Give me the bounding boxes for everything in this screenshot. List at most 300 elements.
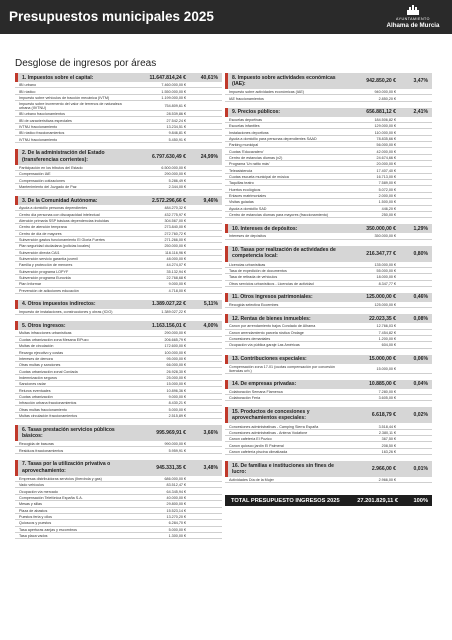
- section-header: [15, 321, 222, 330]
- income-label: Mesas y sillas: [19, 502, 42, 507]
- income-value: 7.280,00 €: [378, 389, 396, 394]
- income-label: Impuesto sobre actividades económicas (IAE): [229, 90, 305, 95]
- section-percentage: 9,46%: [203, 197, 218, 204]
- income-value: 8.430,21 €: [168, 401, 186, 406]
- income-label: Otros servicios urbanísticos - Licencias de actividad: [229, 281, 314, 286]
- income-row: [15, 447, 222, 453]
- income-label: Canon cafetería El Pozico: [229, 437, 272, 442]
- income-value: 12.766,03 €: [376, 324, 396, 329]
- income-value: 129.000,00 €: [374, 124, 396, 129]
- income-row: [225, 449, 432, 455]
- budget-section: [225, 73, 432, 102]
- grand-total-label: TOTAL PRESUPUESTO INGRESOS 2025: [231, 497, 340, 504]
- logo-line1: AYUNTAMIENTO: [396, 17, 430, 21]
- income-label: Canon quiosco jardín El Palmeral: [229, 443, 284, 448]
- income-label: Indemnización seguros: [19, 375, 57, 380]
- income-label: Subvención directa CAI1: [19, 250, 60, 255]
- income-label: Tasa aperturas zanjas y escombros: [19, 527, 78, 532]
- income-label: Infracción urbana fraccionamientos: [19, 401, 77, 406]
- income-value: 990.000,00 €: [164, 442, 186, 447]
- income-label: Programa 'Un ratito más': [229, 162, 270, 167]
- income-label: IBI rústico: [19, 89, 36, 94]
- section-percentage: 5,11%: [203, 301, 218, 308]
- income-row: [225, 395, 432, 401]
- budget-section: [225, 380, 432, 402]
- income-label: Concesiones administrativas - Antena Vodafone: [229, 430, 308, 435]
- income-label: Quioscos y puestos: [19, 521, 52, 526]
- income-value: 9.846,81 €: [168, 131, 186, 136]
- income-value: 250.000,00 €: [164, 244, 186, 249]
- section-percentage: 0,80%: [413, 250, 428, 257]
- income-value: 1.389.027,22 €: [161, 310, 186, 315]
- section-total: 1.163.156,01 €: [152, 322, 186, 329]
- income-value: 17.407,40 €: [376, 168, 396, 173]
- grand-total-bar: [225, 495, 432, 506]
- section-header: [15, 196, 222, 205]
- income-value: 250,00 €: [381, 213, 396, 218]
- budget-section: [225, 461, 432, 483]
- income-value: 940.000,00 €: [374, 90, 396, 95]
- section-percentage: 24,99%: [200, 153, 218, 160]
- section-header: [225, 461, 432, 477]
- income-value: 290.000,00 €: [164, 172, 186, 177]
- budget-section: [15, 149, 222, 190]
- income-label: Cuotas escuela municipal de música: [229, 174, 289, 179]
- income-label: Impuesto sobre vehículos de tracción mecánica (IVTM): [19, 95, 110, 100]
- section-percentage: 0,46%: [413, 294, 428, 301]
- coat-of-arms-icon: [406, 4, 420, 16]
- income-value: 7.460.000,00 €: [161, 83, 186, 88]
- income-value: 10.896,36 €: [166, 388, 186, 393]
- income-value: 6.500.000,00 €: [161, 165, 186, 170]
- income-label: Enlaces matrimoniales: [229, 194, 267, 198]
- income-label: Multas infracciones urbanísticas: [19, 331, 72, 336]
- income-label: Multas de circulación: [19, 344, 54, 349]
- income-label: Cuotas urbanización: [19, 394, 53, 399]
- income-value: 304.567,00 €: [164, 219, 186, 223]
- section-header: [15, 460, 222, 476]
- income-label: Centro día personas con discapacidad intelectual: [19, 212, 100, 217]
- income-label: Centro de atención temprana: [19, 225, 67, 230]
- section-header: [225, 246, 432, 262]
- section-percentage: 2,41%: [413, 109, 428, 116]
- section-title: 16. De familias e instituciones sin fines de lucro:: [232, 462, 334, 475]
- income-row: [15, 288, 222, 294]
- income-row: [225, 281, 432, 287]
- income-value: 95.000,00 €: [166, 356, 186, 361]
- income-value: 208,50 €: [381, 443, 396, 448]
- income-value: 273.840,00 €: [164, 225, 186, 230]
- section-title: 10. Tasas por realización de actividades de competencia local:: [232, 247, 336, 260]
- income-value: 55.000,00 €: [376, 269, 396, 274]
- section-header: [225, 73, 432, 89]
- section-title: 5. Otros ingresos:: [22, 322, 66, 329]
- income-label: Reiuros eventuales: [19, 388, 51, 393]
- income-value: 125.000,00 €: [374, 303, 396, 308]
- section-header: [15, 149, 222, 165]
- section-total: 656.881,12 €: [366, 109, 396, 116]
- logo-line2: Alhama de Murcia: [386, 22, 440, 29]
- income-label: Prevención de adicciones educación: [19, 288, 79, 293]
- section-total: 125.000,00 €: [366, 294, 396, 301]
- section-total: 942.850,20 €: [366, 78, 396, 84]
- income-value: 172.600,00 €: [164, 344, 186, 349]
- income-value: 1.200,00 €: [378, 337, 396, 342]
- income-label: Compensación cotizaciones: [19, 178, 65, 183]
- income-label: Tasa de retirada de vehículos: [229, 275, 278, 280]
- income-label: Compensación zona 17-01 (cuotas compensación por concesión licencias urb.): [229, 364, 335, 373]
- income-label: Otras multas y sanciones: [19, 363, 61, 368]
- income-value: 3.518,44 €: [378, 424, 396, 429]
- section-title: 8. Impuesto sobre actividades económicas (IAE):: [232, 74, 336, 87]
- income-value: 110.000,00 €: [374, 130, 396, 135]
- section-header: [225, 380, 432, 389]
- income-value: 7.589,00 €: [378, 181, 396, 186]
- income-label: Tasa placa vados: [19, 534, 48, 539]
- section-title: 9. Precios públicos:: [232, 109, 281, 116]
- page-header: [0, 0, 452, 34]
- left-column: [15, 73, 222, 545]
- section-percentage: 3,66%: [203, 430, 218, 437]
- income-value: 5.072,00 €: [378, 187, 396, 192]
- income-value: 5.959,91 €: [168, 448, 186, 453]
- income-label: Familia y protección de menores: [19, 263, 73, 268]
- income-value: 15.523,14 €: [166, 508, 186, 513]
- income-label: Subvención servicio garantía juvenil: [19, 257, 78, 262]
- budget-section: [15, 425, 222, 454]
- income-label: Taquillas teatro: [229, 181, 254, 186]
- right-column: [225, 73, 432, 506]
- income-label: Colaboración Semana Flamenca: [229, 389, 283, 394]
- income-label: Canon por arrendamiento bajos Condado de Alhama: [229, 324, 316, 329]
- income-row: [15, 533, 222, 539]
- income-label: Canon arrendamiento parcela rústica Ondage: [229, 330, 304, 335]
- budget-section: [15, 196, 222, 294]
- section-header: [15, 73, 222, 82]
- income-label: Residuos fraccionamientos: [19, 448, 64, 453]
- income-value: 3.605,00 €: [378, 396, 396, 401]
- income-row: [225, 233, 432, 239]
- income-value: 686.000,00 €: [164, 476, 186, 481]
- income-value: 16.713,00 €: [376, 174, 396, 179]
- section-total: 350.000,00 €: [366, 225, 396, 232]
- income-row: [225, 212, 432, 218]
- section-title: 14. De empresas privadas:: [232, 381, 297, 388]
- budget-section: [225, 293, 432, 308]
- income-row: [225, 477, 432, 483]
- income-row: [15, 413, 222, 419]
- income-label: Actividades Día de la Mujer: [229, 478, 274, 483]
- income-value: 8.347,77 €: [378, 281, 396, 286]
- budget-section: [15, 73, 222, 143]
- income-label: Vado vehículos: [19, 483, 44, 488]
- income-row: [15, 136, 222, 142]
- income-label: Escuelas infantiles: [229, 124, 260, 129]
- income-value: 44.274,07 €: [166, 263, 186, 268]
- section-title: 4. Otros impuestos indirectos:: [22, 301, 96, 308]
- section-total: 6.797.630,49 €: [152, 153, 186, 160]
- income-value: 25.000,00 €: [166, 375, 186, 380]
- budget-section: [15, 321, 222, 419]
- income-label: Escuelas deportivas: [229, 117, 263, 122]
- income-value: 446,20 €: [381, 206, 396, 211]
- income-label: Otras multas fraccionamiento: [19, 407, 67, 412]
- section-header: [225, 355, 432, 364]
- income-label: IBI rústico fraccionamientos: [19, 131, 65, 136]
- income-label: IVTNU fraccionamiento: [19, 124, 58, 129]
- income-label: Plan seguridad ciudadana (policías locales): [19, 244, 91, 249]
- income-value: 35.132,94 €: [166, 269, 186, 274]
- section-title: 7. Tasas por la utilización privativa o aprovechamiento:: [22, 461, 111, 474]
- income-label: Participación en los tributos del Estado: [19, 165, 83, 170]
- income-label: Sanciones radar: [19, 382, 46, 387]
- income-value: 163,26 €: [381, 449, 396, 454]
- section-percentage: 0,06%: [413, 356, 428, 363]
- income-label: Ayuda a domicilio personas dependientes: [19, 206, 88, 211]
- income-label: Subvención programa LOPYF: [19, 269, 69, 274]
- income-label: Concesiones demaniales: [229, 337, 271, 342]
- income-value: 604,00 €: [381, 343, 396, 348]
- income-label: Plan Informar: [19, 282, 42, 287]
- income-value: 6.284,70 €: [168, 521, 186, 526]
- income-label: Huertos ecológicos: [229, 187, 261, 192]
- income-value: 2.515,89 €: [168, 413, 186, 418]
- section-percentage: 0,08%: [413, 315, 428, 322]
- income-label: Tasa de expedición de documentos: [229, 269, 287, 274]
- income-value: 432.775,97 €: [164, 212, 186, 217]
- income-label: Intereses de depósitos: [229, 234, 267, 239]
- income-row: [15, 309, 222, 315]
- income-label: Mantenimiento del Juzgado de Paz: [19, 184, 77, 189]
- income-label: Intereses de demora: [19, 356, 53, 361]
- income-label: IVTNU fraccionamiento: [19, 137, 58, 142]
- municipality-logo: [380, 4, 446, 32]
- income-value: 13.270,20 €: [166, 515, 186, 520]
- income-value: 29.800,00 €: [166, 502, 186, 507]
- income-label: Recargo ejecutivo y costas: [19, 350, 64, 355]
- income-value: 20.000,00 €: [376, 162, 396, 167]
- page-title: Presupuestos municipales 2025: [9, 9, 214, 24]
- section-header: [225, 407, 432, 423]
- income-label: Cuotas 'Educavalero': [229, 149, 264, 154]
- budget-section: [225, 108, 432, 219]
- income-label: Canon cafetería piscina climatizada: [229, 449, 288, 454]
- income-value: 2.344,00 €: [168, 184, 186, 189]
- income-label: IAE fraccionamientos: [229, 96, 264, 101]
- income-value: 184.506,82 €: [374, 117, 396, 122]
- income-value: 1.300,00 €: [168, 534, 186, 539]
- section-header: [225, 293, 432, 302]
- section-total: 1.389.027,22 €: [152, 301, 186, 308]
- budget-section: [225, 246, 432, 287]
- income-row: [225, 342, 432, 348]
- section-header: [225, 224, 432, 233]
- section-title: 3. De la Comunidad Autónoma:: [22, 197, 98, 204]
- income-value: 2.380,11 €: [378, 430, 396, 435]
- income-label: Teleasistencia: [229, 168, 253, 173]
- income-label: Atención primaria SSP básicas dependencias incluidas: [19, 219, 109, 223]
- income-value: 28.539,86 €: [166, 112, 186, 117]
- budget-section: [15, 460, 222, 539]
- income-value: 24.674,66 €: [376, 155, 396, 160]
- section-total: 22.023,35 €: [369, 315, 396, 322]
- income-label: Empresas distribuidoras servicios (Iberdrola y gas): [19, 476, 102, 481]
- budget-section: [225, 224, 432, 239]
- section-total: 10.885,00 €: [369, 381, 396, 388]
- income-row: [225, 364, 432, 374]
- section-total: 2.572.296,66 €: [152, 197, 186, 204]
- income-value: 7.454,82 €: [378, 330, 396, 335]
- income-value: 83.512,47 €: [166, 483, 186, 488]
- section-gap: [225, 483, 432, 489]
- income-value: 1.550.000,00 €: [161, 89, 186, 94]
- income-label: Impuesto sobre incremento del valor de terrenos de naturaleza urbana (IIVTNU): [19, 102, 122, 111]
- section-percentage: 0,04%: [413, 381, 428, 388]
- income-label: Ocupación vía mercado: [19, 489, 58, 494]
- income-value: 64.345,94 €: [166, 489, 186, 494]
- income-label: Instalaciones deportivas: [229, 130, 269, 135]
- section-percentage: 3,47%: [413, 78, 428, 84]
- income-value: 350.000,00 €: [374, 234, 396, 239]
- income-value: 5.286,49 €: [168, 178, 186, 183]
- section-gap: [15, 539, 222, 545]
- income-label: Multas circulación fraccionamientos: [19, 413, 78, 418]
- income-label: Impuesto de instalaciones, construcciones y obras (ICIO): [19, 310, 113, 315]
- income-value: 42.000,00 €: [376, 149, 396, 154]
- income-label: IBI urbano fraccionamientos: [19, 112, 65, 117]
- income-value: 100.000,00 €: [164, 350, 186, 355]
- section-total: 6.618,79 €: [371, 412, 396, 419]
- section-title: 1. Impuestos sobre el capital:: [22, 74, 94, 81]
- section-percentage: 0,02%: [413, 412, 428, 419]
- section-title: 15. Productos de concesiones y aprovechamientos especiales:: [232, 408, 310, 422]
- section-total: 11.647.814,24 €: [149, 74, 186, 81]
- section-total: 15.000,00 €: [369, 356, 396, 363]
- income-row: [225, 95, 432, 101]
- income-label: Compensación IAE: [19, 172, 51, 177]
- income-value: 18.000,00 €: [376, 275, 396, 280]
- income-label: Subvención gastos funcionamiento El Gloria Fuertes: [19, 238, 105, 243]
- income-value: 15.000,00 €: [376, 366, 396, 371]
- income-label: Centro de estancias diurnas para mayores (fraccionamiento): [229, 213, 328, 218]
- income-value: 1.500,00 €: [378, 200, 396, 205]
- income-value: 56.000,00 €: [376, 143, 396, 148]
- income-value: 206.665,79 €: [164, 337, 186, 342]
- budget-section: [225, 355, 432, 374]
- income-label: Recogida de basuras: [19, 442, 54, 447]
- income-label: Concesiones administrativas - Camping Sierra España: [229, 424, 319, 429]
- grand-total-percentage: 100%: [413, 497, 428, 504]
- income-label: Cuotas urbanización zonal Cordada: [19, 369, 78, 374]
- section-percentage: 4,00%: [203, 322, 218, 329]
- income-row: [15, 101, 222, 111]
- income-label: Ocupación vía pública garaje Las Américas: [229, 343, 300, 348]
- income-label: Centro de día de mayores: [19, 231, 62, 236]
- income-label: Subvención programa Eurovida: [19, 276, 71, 281]
- income-label: Licencias urbanísticas: [229, 262, 266, 267]
- income-value: 272.760,72 €: [164, 231, 186, 236]
- income-value: 271.266,00 €: [164, 238, 186, 243]
- income-value: 367,50 €: [381, 437, 396, 442]
- income-value: 40.000,00 €: [166, 496, 186, 500]
- income-value: 135.000,00 €: [374, 262, 396, 267]
- income-label: IBI de características especiales: [19, 118, 72, 123]
- income-value: 22.768,68 €: [166, 276, 186, 281]
- income-value: 5.450,91 €: [168, 137, 186, 142]
- section-total: 2.966,00 €: [371, 466, 396, 473]
- income-value: 27.542,24 €: [166, 118, 186, 123]
- page-subtitle: Desglose de ingresos por áreas: [15, 58, 157, 69]
- income-label: Colaboración Feria: [229, 396, 261, 401]
- income-label: Visitas guiadas: [229, 200, 254, 205]
- income-value: 78.835,66 €: [376, 136, 396, 141]
- section-percentage: 3,48%: [203, 464, 218, 471]
- income-row: [225, 302, 432, 308]
- income-value: 9.000,00 €: [168, 394, 186, 399]
- income-row: [15, 184, 222, 190]
- income-value: 66.000,00 €: [166, 363, 186, 368]
- income-value: 2.966,00 €: [378, 478, 396, 483]
- section-title: 12. Rentas de bienes inmuebles:: [232, 315, 311, 322]
- section-total: 216.347,77 €: [366, 250, 396, 257]
- section-header: [15, 300, 222, 309]
- section-title: 2. De la administración del Estado (transferencias corrientes):: [22, 150, 105, 163]
- income-label: Compensación Telefónica España S.A.: [19, 496, 83, 500]
- income-value: 9.000,00 €: [168, 282, 186, 287]
- section-title: 13. Contribuciones especiales:: [232, 356, 307, 363]
- income-label: Parking municipal: [229, 143, 259, 148]
- income-label: Centro de estancias diurnas (x2): [229, 155, 283, 160]
- section-total: 945.331,35 €: [156, 464, 186, 471]
- income-value: 1.199.000,00 €: [161, 95, 186, 100]
- income-value: 290.000,00 €: [164, 331, 186, 336]
- budget-section: [225, 314, 432, 348]
- section-title: 6. Tasas prestación servicios públicos básicos:: [22, 426, 115, 439]
- section-header: [225, 108, 432, 117]
- income-value: 5.000,00 €: [168, 407, 186, 412]
- section-header: [225, 314, 432, 323]
- income-label: Cuotas urbanización zona Mesana ElPuzo: [19, 337, 89, 342]
- income-value: 26.928,30 €: [166, 369, 186, 374]
- section-header: [15, 425, 222, 441]
- income-value: 484.270,32 €: [164, 206, 186, 211]
- section-title: 11. Otros ingresos patrimoniales:: [232, 294, 313, 301]
- budget-section: [225, 407, 432, 455]
- income-label: Puestos feria y ollos: [19, 515, 52, 520]
- section-title: 10. Intereses de depósitos:: [232, 225, 298, 232]
- section-percentage: 1,29%: [413, 225, 428, 232]
- grand-total-value: 27.201.829,11 €: [357, 497, 398, 504]
- income-value: 48.000,00 €: [166, 257, 186, 262]
- section-percentage: 0,01%: [413, 466, 428, 473]
- income-value: 116.116,96 €: [165, 250, 186, 255]
- section-percentage: 40,61%: [200, 74, 218, 81]
- income-value: 2.000,00 €: [378, 194, 396, 198]
- income-value: 15.000,00 €: [166, 382, 186, 387]
- budget-section: [15, 300, 222, 315]
- income-value: 5.000,00 €: [168, 527, 186, 532]
- income-label: Ayuda a domicilio SAD: [229, 206, 267, 211]
- income-label: Recogida selectiva Ecoembes: [229, 303, 279, 308]
- income-label: Ayuda a domicilio para personas dependientes SAAD: [229, 136, 317, 141]
- income-value: 13.234,51 €: [166, 124, 186, 129]
- income-label: Plaza de abastos: [19, 508, 48, 513]
- income-value: 754.809,61 €: [164, 104, 186, 109]
- income-value: 2.850,20 €: [378, 96, 396, 101]
- income-label: IBI urbano: [19, 83, 37, 88]
- income-value: 4.718,00 €: [168, 288, 186, 293]
- section-total: 995.969,91 €: [156, 430, 186, 437]
